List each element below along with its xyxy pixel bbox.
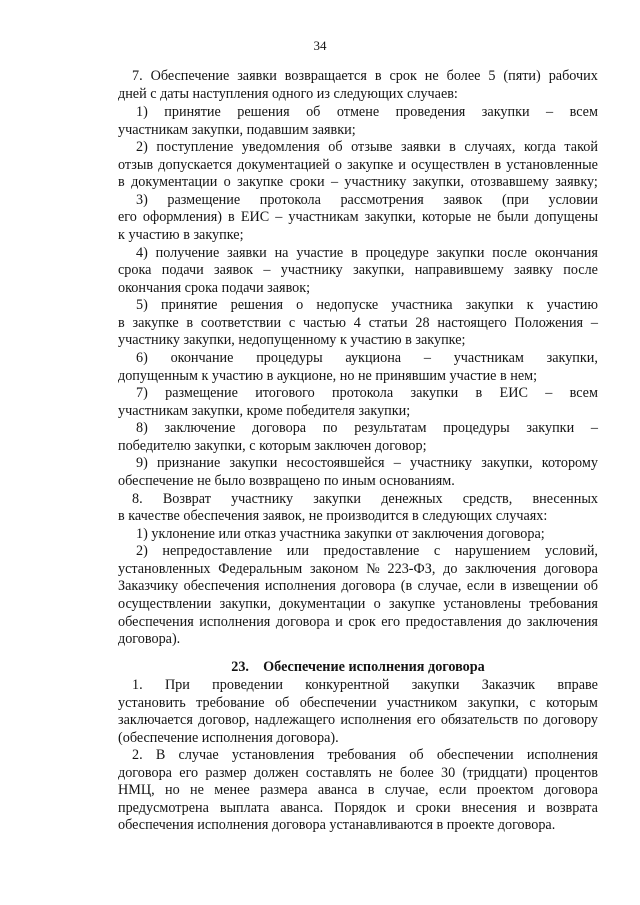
word: непредоставление [162, 543, 273, 559]
word: обеспечения [183, 578, 260, 594]
text-line [132, 677, 598, 694]
text-line: (обеспечение исполнения договора). [118, 730, 339, 746]
text-line: обеспечения исполнения договора устанавливаются в проекте договора. [118, 817, 556, 833]
word: случае, [384, 782, 429, 798]
word: исполнения [526, 747, 598, 763]
text-line [136, 350, 598, 367]
word: – [546, 104, 554, 120]
word: к [526, 297, 534, 313]
text-line [132, 68, 598, 85]
word: аукциона [345, 350, 402, 366]
word: исполнения [340, 712, 412, 728]
word: конкурентной [305, 677, 390, 693]
word: если [438, 782, 467, 798]
word: (пяти) [503, 68, 541, 84]
word: документации [279, 596, 366, 612]
word: оформления) [142, 209, 222, 225]
word: 30 [441, 765, 456, 781]
word: Заказчик [481, 677, 536, 693]
word: должен [253, 765, 299, 781]
word: Порядок [334, 800, 387, 816]
word: обеспечения [118, 614, 194, 630]
text-line [136, 543, 598, 560]
word: проведения [395, 104, 466, 120]
word: до [443, 561, 458, 577]
word: признание [157, 455, 221, 471]
word: 2) [136, 139, 148, 155]
word: в [367, 782, 375, 798]
text-line [118, 596, 598, 613]
word: не [477, 209, 492, 225]
text-line [118, 157, 598, 174]
word: закупке [132, 315, 179, 331]
word: Возврат [162, 491, 211, 507]
word: не [378, 765, 393, 781]
word: закупки, [353, 262, 405, 278]
word: участнику [410, 455, 473, 471]
text-line [118, 782, 598, 799]
word: закупки, [467, 695, 519, 711]
word: Федеральным [218, 561, 303, 577]
word: в [351, 245, 358, 261]
word: решения [230, 297, 283, 313]
word: по [322, 420, 338, 436]
word: окончания [534, 245, 598, 261]
word: закупки, [219, 596, 271, 612]
word: размещение [167, 192, 241, 208]
word: частью [303, 315, 346, 331]
word: условий, [544, 543, 598, 559]
word: настоящего [437, 315, 507, 331]
word: требования [327, 747, 397, 763]
word: недопуске [316, 297, 379, 313]
word: его [179, 765, 199, 781]
word: участника [391, 297, 453, 313]
word: процедуры [443, 420, 510, 436]
text-line [118, 174, 598, 191]
word: договору [543, 712, 598, 728]
word: выплата [219, 800, 270, 816]
text-line [136, 455, 598, 472]
word: в [186, 315, 194, 331]
text-line [118, 712, 598, 729]
text-line [118, 315, 598, 332]
text-line [118, 765, 598, 782]
word: его [416, 712, 436, 728]
word: 4 [353, 315, 361, 331]
word: менее [214, 782, 250, 798]
text-line: окончания срока подачи заявок; [118, 280, 311, 296]
word: – [393, 455, 401, 471]
text-line: участнику закупки, недопущенному к участию в закупке; [118, 332, 466, 348]
word: документации [131, 174, 218, 190]
word: и [527, 800, 536, 816]
word: если [466, 578, 495, 594]
word: до [507, 614, 522, 630]
word: внесенных [532, 491, 598, 507]
word: возврата [546, 800, 598, 816]
word: в [374, 68, 382, 84]
text-line [136, 297, 598, 314]
word: и [335, 614, 343, 630]
word: и [398, 157, 406, 173]
word: в [475, 385, 483, 401]
word: внесения [461, 800, 517, 816]
text-line [118, 800, 598, 817]
word: в [228, 209, 235, 225]
word: обеспечении [299, 695, 377, 711]
word: закупки [229, 455, 278, 471]
word: надлежащего [254, 712, 336, 728]
word: заявки [227, 245, 267, 261]
word: проведении [212, 677, 283, 693]
word: обязательств [440, 712, 519, 728]
word: установления [231, 747, 315, 763]
word: заявок [214, 262, 254, 278]
word: случаях, [464, 139, 516, 155]
word: 28 [415, 315, 430, 331]
word: заявки [237, 68, 277, 84]
word: об [583, 578, 598, 594]
word: заявки [400, 139, 441, 155]
word: ЕИС [240, 209, 270, 225]
word: – [263, 262, 271, 278]
word: о [223, 174, 231, 190]
word: в [118, 174, 125, 190]
word: соответствии [200, 315, 282, 331]
word: 5) [136, 297, 148, 313]
word: срок [389, 68, 417, 84]
word: направившему [414, 262, 504, 278]
word: отмене [336, 104, 380, 120]
word: 1. [132, 677, 143, 693]
word: 8. [132, 491, 143, 507]
text-line [136, 385, 598, 402]
word: 7) [136, 385, 148, 401]
word: Положения [514, 315, 584, 331]
word: процедуре [365, 245, 429, 261]
word: закупки, [546, 350, 598, 366]
section-heading: 23. Обеспечение исполнения договора [231, 659, 485, 675]
word: участнику [344, 174, 407, 190]
word: закупки [410, 385, 459, 401]
word: закупки [465, 297, 514, 313]
word: всем [569, 385, 598, 401]
word: заключается [118, 712, 193, 728]
word: – [545, 385, 553, 401]
word: установленных [118, 561, 211, 577]
word: (в [400, 578, 413, 594]
word: были [497, 209, 529, 225]
word: такой [564, 139, 598, 155]
word: проектом [476, 782, 534, 798]
text-line [136, 420, 598, 437]
word: о [334, 157, 342, 173]
word: При [164, 677, 190, 693]
text-line: победителю закупки, с которым заключен договор; [118, 438, 427, 454]
word: 4) [136, 245, 148, 261]
word: участникам [288, 209, 359, 225]
word: окончание [170, 350, 234, 366]
word: исполнения [264, 578, 336, 594]
text-line [118, 695, 598, 712]
word: в [499, 578, 507, 594]
text-line [118, 578, 598, 595]
word: 2. [132, 747, 143, 763]
text-line [136, 245, 598, 262]
word: договора [341, 578, 396, 594]
word: требование [196, 695, 265, 711]
word: или [286, 543, 309, 559]
word: размер [205, 765, 247, 781]
word: закупки [313, 491, 362, 507]
word: денежных [381, 491, 443, 507]
word: 223-ФЗ, [387, 561, 436, 577]
text-line: участникам закупки, подавшим заявки; [118, 122, 356, 138]
word: с [433, 543, 441, 559]
word: с [288, 315, 296, 331]
word: предусмотрена [118, 800, 209, 816]
word: договора [252, 420, 307, 436]
page-number: 34 [313, 38, 327, 53]
word: Обеспечение [150, 68, 230, 84]
word: участнику [280, 262, 343, 278]
word: заключение [164, 420, 236, 436]
word: осуществлен [411, 157, 490, 173]
word: обеспечении [436, 747, 514, 763]
word: протокола [259, 192, 321, 208]
word: предоставления [405, 614, 502, 630]
word: договор, [198, 712, 250, 728]
word: принятие [164, 104, 221, 120]
word: когда [523, 139, 556, 155]
word: – [590, 315, 598, 331]
word: договора [275, 614, 330, 630]
word: законом [309, 561, 359, 577]
word: 6) [136, 350, 148, 366]
word: заявку [514, 262, 553, 278]
word: которые [422, 209, 472, 225]
word: срок [348, 614, 376, 630]
word: поступление [156, 139, 234, 155]
word: осуществлении [118, 596, 212, 612]
word: решения [237, 104, 290, 120]
word: 9) [136, 455, 148, 471]
word: участнику [231, 491, 294, 507]
word: (при [501, 192, 529, 208]
word: – [590, 420, 598, 436]
text-line [118, 209, 598, 226]
text-line: договора). [118, 631, 181, 647]
word: результатам [354, 420, 427, 436]
word: получение [155, 245, 220, 261]
word: документацией [237, 157, 330, 173]
word: которому [541, 455, 598, 471]
word: исполнения [199, 614, 271, 630]
word: на [274, 245, 289, 261]
word: закупки, [412, 174, 465, 190]
word: отзыв [118, 157, 154, 173]
word: договора [543, 782, 598, 798]
word: заявок [443, 192, 483, 208]
word: в [449, 139, 456, 155]
word: протокола [332, 385, 394, 401]
word: закупке [347, 157, 394, 173]
word: итогового [255, 385, 315, 401]
text-line: дней с даты наступления одного из следующих случаев: [118, 86, 458, 102]
word: – [423, 350, 431, 366]
word: Заказчику [118, 578, 179, 594]
word: случае, [417, 578, 462, 594]
word: после [492, 245, 527, 261]
word: аванса [317, 782, 358, 798]
word: 5 [488, 68, 496, 84]
word: возвращается [284, 68, 367, 84]
word: закупки [436, 245, 485, 261]
word: размещение [165, 385, 238, 401]
word: участие [296, 245, 344, 261]
word: не [424, 68, 439, 84]
word: (тридцати) [462, 765, 528, 781]
word: его [118, 209, 137, 225]
word: сроки [415, 800, 451, 816]
word: участником [386, 695, 458, 711]
word: срока [118, 262, 152, 278]
text-line: 1) уклонение или отказ участника закупки от заключения договора; [136, 526, 545, 542]
word: принятие [160, 297, 218, 313]
word: уведомления [241, 139, 320, 155]
word: рабочих [548, 68, 598, 84]
word: закупке [388, 596, 436, 612]
word: заявку; [555, 174, 598, 190]
word: закупки [481, 104, 530, 120]
word: договора [118, 765, 172, 781]
text-line: обеспечение не было возвращено по иным основаниям. [118, 473, 455, 489]
word: случае [178, 747, 219, 763]
word: – [330, 174, 339, 190]
word: и [397, 800, 405, 816]
word: закупки, [364, 209, 416, 225]
word: после [563, 262, 598, 278]
word: 8) [136, 420, 148, 436]
word: НМЦ, [118, 782, 155, 798]
word: в [118, 315, 125, 331]
word: размера [260, 782, 308, 798]
word: о [296, 297, 304, 313]
text-line: в качестве обеспечения заявок, не производится в следующих случаях: [118, 508, 548, 524]
word: отозвавшему [470, 174, 549, 190]
word: по [523, 712, 539, 728]
word: с [529, 695, 536, 711]
word: более [399, 765, 434, 781]
word: заключения [526, 614, 598, 630]
text-line [132, 747, 598, 764]
word: более [446, 68, 481, 84]
word: процентов [534, 765, 598, 781]
word: несостоявшейся [286, 455, 385, 471]
word: об [306, 104, 321, 120]
word: всем [569, 104, 598, 120]
word: установлены [443, 596, 522, 612]
word: участникам [453, 350, 524, 366]
text-line: участникам закупки, кроме победителя закупки; [118, 403, 411, 419]
word: отзыве [351, 139, 393, 155]
word: средств, [462, 491, 513, 507]
word: установленные [506, 157, 598, 173]
word: заключения [465, 561, 537, 577]
word: об [274, 695, 290, 711]
text-line [136, 104, 598, 121]
word: В [155, 747, 166, 763]
word: закупке [237, 174, 284, 190]
word: подачи [161, 262, 204, 278]
word: установить [118, 695, 186, 711]
word: № [366, 561, 380, 577]
text-line [136, 192, 598, 209]
word: в [494, 157, 502, 173]
text-line [118, 262, 598, 279]
word: не [190, 782, 204, 798]
text-line [118, 614, 598, 631]
text-line [136, 139, 598, 156]
word: допущены [534, 209, 598, 225]
word: об [409, 747, 424, 763]
word: – [275, 209, 283, 225]
word: ЕИС [499, 385, 528, 401]
word: требования [529, 596, 598, 612]
word: условии [548, 192, 598, 208]
word: рассмотрения [340, 192, 424, 208]
word: предоставление [323, 543, 420, 559]
word: 3) [136, 192, 148, 208]
word: извещении [512, 578, 579, 594]
word: составлять [305, 765, 372, 781]
word: сроки [289, 174, 325, 190]
word: его [381, 614, 401, 630]
word: закупки [411, 677, 460, 693]
word: аванса. [280, 800, 324, 816]
word: 1) [136, 104, 148, 120]
word: 2) [136, 543, 148, 559]
word: которым [546, 695, 598, 711]
word: статьи [368, 315, 408, 331]
word: нарушением [454, 543, 531, 559]
word: о [373, 596, 381, 612]
word: участию [546, 297, 598, 313]
word: об [328, 139, 343, 155]
text-line: допущенным к участию в аукционе, но не принявшим участие в нем; [118, 368, 538, 384]
word: договора [543, 561, 598, 577]
text-line [118, 561, 598, 578]
word: закупки, [481, 455, 533, 471]
word: допускается [158, 157, 233, 173]
text-line [132, 491, 598, 508]
text-line: к участию в закупке; [118, 227, 244, 243]
word: но [165, 782, 180, 798]
word: вправе [557, 677, 598, 693]
word: закупки [526, 420, 575, 436]
word: 7. [132, 68, 143, 84]
word: процедуры [256, 350, 323, 366]
